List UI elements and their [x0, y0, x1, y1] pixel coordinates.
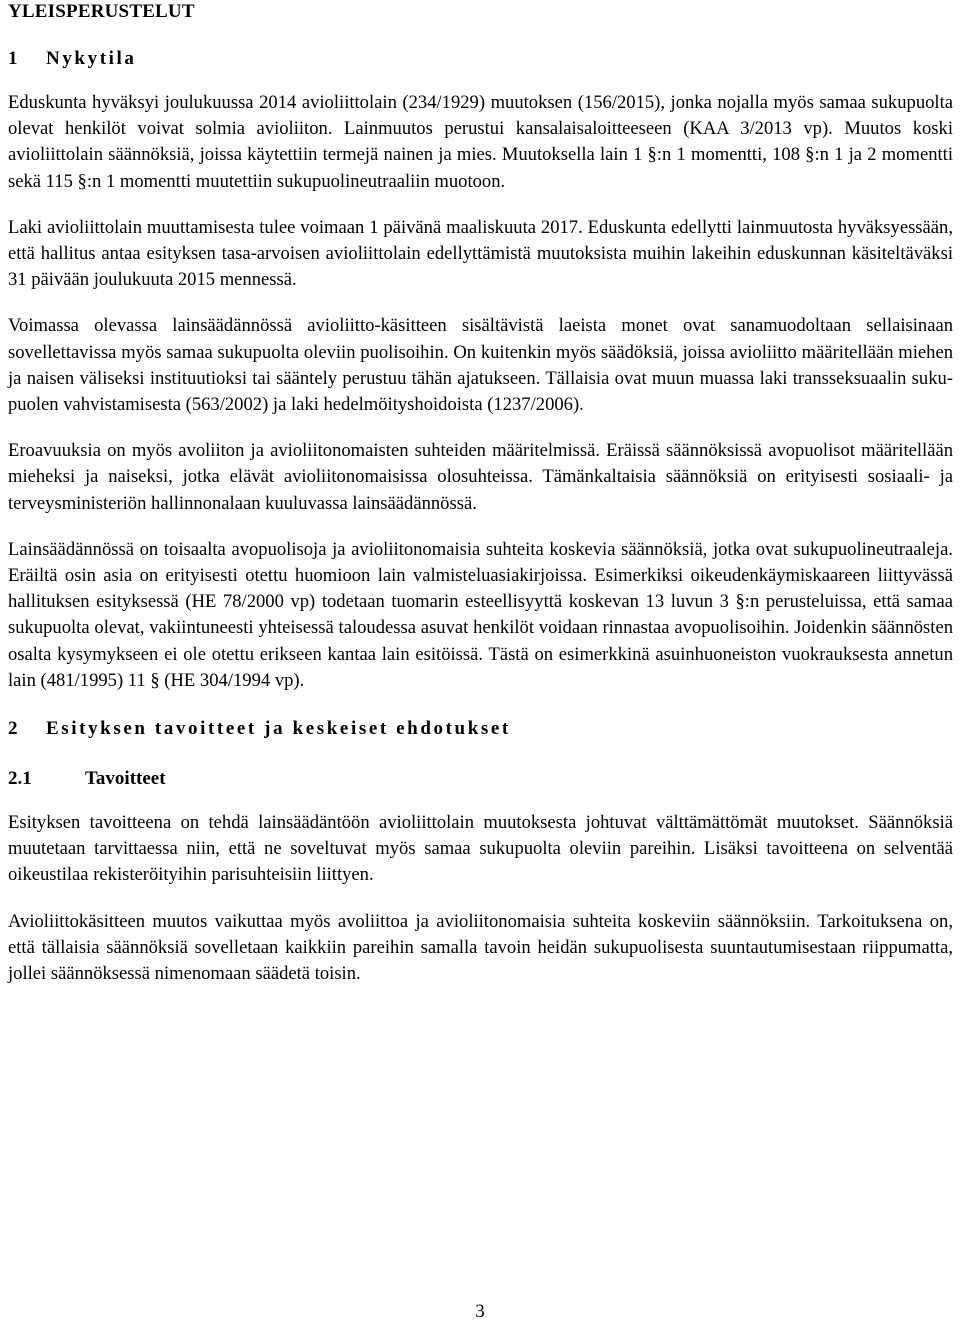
section-heading-tavoitteet-ja-ehdotukset	[8, 716, 953, 742]
paragraph: Lainsäädännössä on toisaalta avopuolisoja ja avioliitonomaisia suhteita koskevia säännöksiä, jotka ovat sukupuolineutraaleja. Eräiltä osin asia on erityisesti otettu huomioon lain valmisteluasiakirjoissa. Esimerkiksi oikeudenkäymiskaareen liittyvässä hallituksen esityksessä (HE 78/2000 vp) todetaan tuomarin esteellisyyttä koskevan 13 luvun 3 §:n perusteluissa, että samaa sukupuolta olevat, vakiintuneesti yhteisessä taloudessa asuvat henkilöt voidaan rinnastaa avopuolisoihin. Joidenkin säännösten osalta kysymykseen ei ole otettu erikseen kantaa lain esitöissä. Tästä on esimerkkinä asuinhuoneiston vuokrauksesta annetun lain (481/1995) 11 § (HE 304/1994 vp).	[8, 538, 953, 691]
section-number: 2	[8, 718, 18, 740]
subsection-title: Tavoitteet	[85, 768, 166, 790]
main-heading: YLEISPERUSTELUT	[8, 1, 195, 22]
paragraph: Voimassa olevassa lainsäädännössä avioliitto-käsitteen sisältävistä laeista monet ovat sanamuodoltaan sellaisinaan sovellettavissa myös samaa sukupuolta oleviin puolisoihin. On kuitenkin myös säädöksiä, joissa avioliitto määritellään miehen ja naisen väliseksi instituutioksi tai sääntely perustuu tähän ajatukseen. Tällaisia ovat muun muassa laki transseksuaalin sukupuolen vahvistamisesta (563/2002) ja laki hedelmöityshoidoista (1237/2006).	[8, 315, 953, 416]
paragraph: Eroavuuksia on myös avoliiton ja avioliitonomaisten suhteiden määritelmissä. Eräissä säännöksissä avopuolisot määritellään mieheksi ja naiseksi, jotka elävät avioliitonomaisissa olosuhteissa. Tämänkaltaisia säännöksiä on erityisesti sosiaali- ja terveysministeriön hallinnonalaan kuuluvassa lainsäädännössä.	[8, 440, 953, 514]
subsection-number: 2.1	[8, 768, 32, 790]
page-number: 3	[475, 1301, 485, 1322]
paragraph: Laki avioliittolain muuttamisesta tulee voimaan 1 päivänä maaliskuuta 2017. Eduskunta edellytti lainmuutosta hyväksyessään, että hallitus antaa esityksen tasa-arvoisen avioliittolain edellyttämistä muutoksista muihin lakeihin eduskunnan käsiteltäväksi 31 päivään joulukuuta 2015 mennessä.	[8, 216, 953, 291]
paragraph: Avioliittokäsitteen muutos vaikuttaa myös avoliittoa ja avioliitonomaisia suhteita koskeviin säännöksiin. Tarkoituksena on, että tällaisia säännöksiä sovelletaan kaikkiin pareihin samalla tavoin heidän sukupuolisesta suuntautumisestaan riippumatta, jollei säännöksessä nimenomaan säädetä toisin.	[8, 910, 953, 985]
section-heading-nykytila	[8, 46, 953, 72]
section-title: Esityksen tavoitteet ja keskeiset ehdotukset	[46, 718, 511, 740]
section-number: 1	[8, 48, 18, 69]
paragraph: Eduskunta hyväksyi joulukuussa 2014 avioliittolain (234/1929) muutoksen (156/2015), jonka nojalla myös samaa sukupuolta olevat henkilöt voivat solmia avioliiton. Lainmuutos perustui kansalaisaloitteeseen (KAA 3/2013 vp). Muutos koski avioliittolain säännöksiä, joissa käytettiin termejä nainen ja mies. Muutoksella lain 1 §:n 1 momentti, 108 §:n 1 ja 2 momentti sekä 115 §:n 1 momentti muutettiin sukupuolineutraaliin muotoon.	[8, 92, 953, 192]
subsection-heading-tavoitteet	[8, 766, 953, 792]
document-page	[8, 0, 953, 987]
paragraph: Esityksen tavoitteena on tehdä lainsäädäntöön avioliittolain muutoksesta johtuvat välttämättömät muutokset. Säännöksiä muutetaan tarvittaessa niin, että ne soveltuvat myös samaa sukupuolta oleviin pareihin. Lisäksi tavoitteena on selventää oikeustilaa rekisteröityihin parisuhteisiin liittyen.	[8, 812, 953, 886]
section-title: Nykytila	[46, 48, 137, 69]
